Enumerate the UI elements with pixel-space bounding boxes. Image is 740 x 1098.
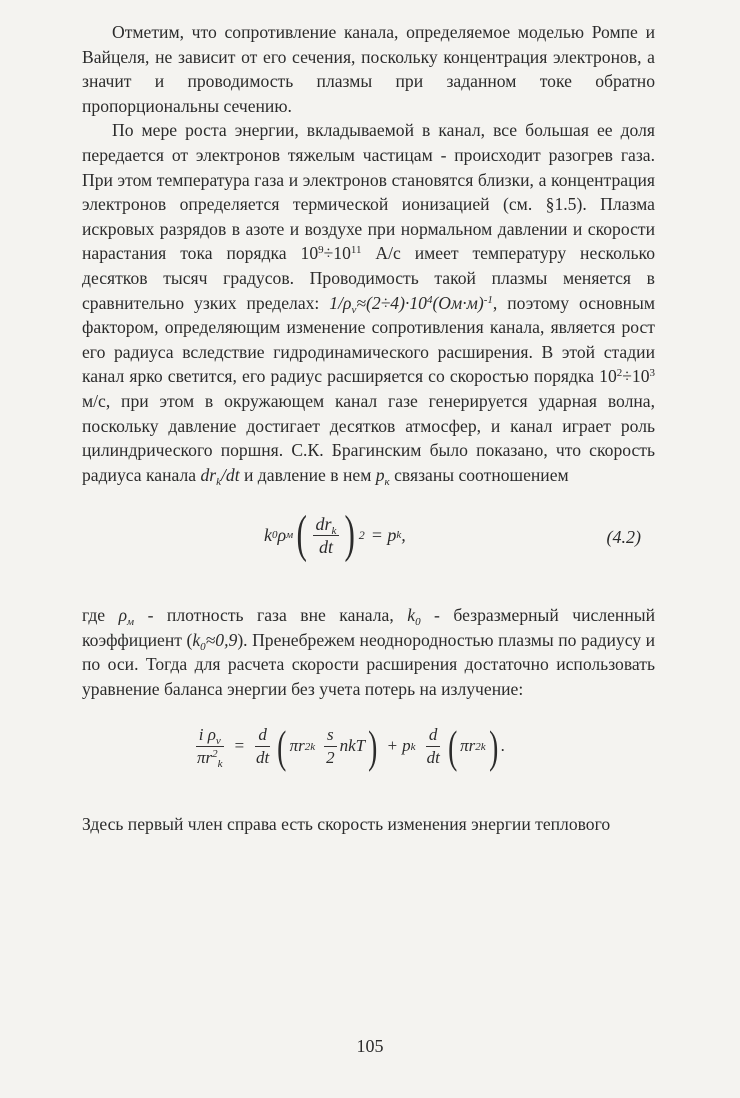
paragraph-1: Отметим, что сопротивление канала, определяемое моделью Ромпе и Вайцеля, не зависит от его сечения, поскольку концентрация электронов, а значит и проводимость плазмы при заданном токе обратно пропорциональны сечению. [82,22,655,116]
equation-4-2: k 0 ρ м ( $\frac{dr_k}{dt}$ ) 2 = p k , (4.2) [264,506,641,564]
energy-balance-equation: $\frac{i \rho_v}{\pi r^2_k}$ = $\frac{d}{dt}$ ( πr 2 k $\frac{s}{2}$ nkT ) + p k $\frac{d}{dt}$ ( πr 2 k ) . [197,720,506,772]
fraction-drdt: $\frac{dr_k}{dt}$ [313,513,340,558]
conductivity-expression: $1/\rho_v\approx(2\div 4)\cdot 10^4(Ом\cdot м)^{-1}$ [329,292,493,316]
drdt-expression: $dr_k/dt$ [200,464,240,488]
paragraph-4: Здесь первый член справа есть скорость изменения энергии теплового [82,813,611,834]
page-body [82,20,655,836]
page-number: 105 [356,1036,384,1056]
pressure-symbol: $p_к$ [375,464,390,488]
equation-number: (4.2) [606,527,641,548]
paragraph-3: где $\rho_м$ - плотность газа вне канала, $k_0$ - безразмерный численный коэффициент $(k_0\approx 0,9)$. Пренебрежем неоднородностью плазмы по радиусу и по оси. Тогда для расчета скорости расширения достаточно использовать уравнение баланса энергии без учета потерь на излучение: [82,605,655,700]
paragraph-2: По мере роста энергии, вкладываемой в канал, все большая ее доля передается от электронов тяжелым частицам - происходит разогрев газа. При этом температура газа и электронов становятся близки, а концентрация электронов определяется термической ионизацией (см. §1.5). Плазма искровых разрядов в азоте и воздухе при нормальном давлении и скорости нарастания тока порядка $10^9\div 10^{11}$ А/с имеет температуру несколько десятков тысяч градусов. Проводимость такой плазмы меняется в сравнительно узких пределах: $1/\rho_v\approx(2\div 4)\cdot 10^4(Ом\cdot м)^{-1}$, поэтому основным фактором, определяющим изменение сопротивления канала, является рост его радиуса вследствие гидродинамического расширения. В этой стадии канал ярко светится, его радиус расширяется со скоростью порядка $10^2\div 10^3$ м/с, при этом в окружающем канал газе генерируется ударная волна, поскольку давление достигает десятков атмосфер, и канал играет роль цилиндрического поршня. С.К. Брагинским было показано, что скорость радиуса канала $dr_k/dt$ и давление в нем $p_к$ связаны соотношением [82,120,655,488]
